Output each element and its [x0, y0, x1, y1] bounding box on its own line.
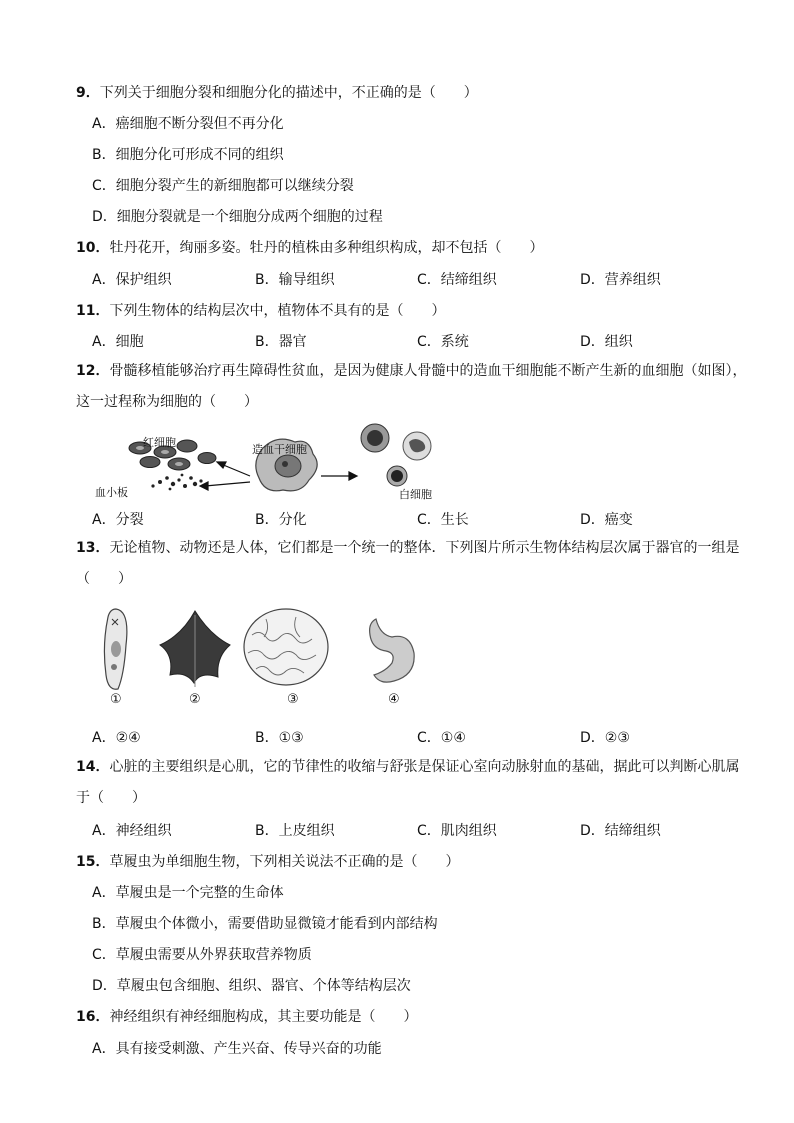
q14-option-a[interactable]: A．神经组织	[92, 823, 172, 839]
figure-label-3: ③	[287, 692, 299, 707]
question-number: 10．	[76, 240, 110, 256]
question-number: 11．	[76, 303, 110, 319]
q15-option-b[interactable]: B．草履虫个体微小，需要借助显微镜才能看到内部结构	[92, 916, 438, 932]
q11-option-b[interactable]: B．器官	[255, 334, 307, 350]
figure-label-4: ④	[388, 692, 400, 707]
q12-option-c[interactable]: C．生长	[417, 512, 469, 528]
question-stem: 神经组织有神经细胞构成，其主要功能是（ ）	[109, 1009, 418, 1025]
q10-option-a[interactable]: A．保护组织	[92, 272, 172, 288]
question-14	[76, 752, 748, 814]
q11-option-c[interactable]: C．系统	[417, 334, 469, 350]
q13-option-c[interactable]: C．①④	[417, 730, 466, 746]
question-stem: 牡丹花开，绚丽多姿。牡丹的植株由多种组织构成，却不包括（ ）	[109, 240, 544, 256]
q12-option-b[interactable]: B．分化	[255, 512, 307, 528]
stem-cell-label: 造血干细胞	[252, 443, 307, 456]
question-stem: 草履虫为单细胞生物，下列相关说法不正确的是（ ）	[109, 854, 460, 870]
q12-option-a[interactable]: A．分裂	[92, 512, 144, 528]
q14-option-d[interactable]: D．结缔组织	[580, 823, 661, 839]
q16-option-a[interactable]: A．具有接受刺激、产生兴奋、传导兴奋的功能	[92, 1041, 382, 1057]
q9-option-d[interactable]: D．细胞分裂就是一个细胞分成两个细胞的过程	[92, 209, 383, 225]
question-stem: 无论植物、动物还是人体，它们都是一个统一的整体．下列图片所示生物体结构层次属于器官的一组是（ ）	[76, 540, 740, 587]
wbc-label: 白细胞	[399, 488, 432, 501]
question-number: 9．	[76, 85, 100, 101]
question-13	[76, 533, 748, 595]
q14-option-c[interactable]: C．肌肉组织	[417, 823, 497, 839]
q9-option-b[interactable]: B．细胞分化可形成不同的组织	[92, 147, 284, 163]
question-10	[76, 237, 543, 257]
question-15	[76, 851, 459, 871]
question-stem: 下列关于细胞分裂和细胞分化的描述中，不正确的是（ ）	[99, 85, 478, 101]
platelet-label: 血小板	[95, 486, 128, 499]
q15-option-c[interactable]: C．草履虫需要从外界获取营养物质	[92, 947, 312, 963]
question-stem: 下列生物体的结构层次中，植物体不具有的是（ ）	[109, 303, 446, 319]
q10-option-d[interactable]: D．营养组织	[580, 272, 661, 288]
q9-option-c[interactable]: C．细胞分裂产生的新细胞都可以继续分裂	[92, 178, 354, 194]
q13-option-a[interactable]: A．②④	[92, 730, 141, 746]
question-stem: 心脏的主要组织是心肌，它的节律性的收缩与舒张是保证心室向动脉射血的基础，据此可以判断心肌属于（ ）	[76, 759, 740, 806]
q14-option-b[interactable]: B．上皮组织	[255, 823, 335, 839]
question-16	[76, 1006, 417, 1026]
q12-option-d[interactable]: D．癌变	[580, 512, 633, 528]
q9-option-a[interactable]: A．癌细胞不断分裂但不再分化	[92, 116, 284, 132]
q13-option-b[interactable]: B．①③	[255, 730, 304, 746]
q10-option-b[interactable]: B．输导组织	[255, 272, 335, 288]
q11-option-a[interactable]: A．细胞	[92, 334, 144, 350]
question-number: 14．	[76, 759, 110, 775]
q15-option-d[interactable]: D．草履虫包含细胞、组织、器官、个体等结构层次	[92, 978, 411, 994]
question-number: 12．	[76, 363, 110, 379]
question-number: 13．	[76, 540, 110, 556]
question-stem: 骨髓移植能够治疗再生障碍性贫血，是因为健康人骨髓中的造血干细胞能不断产生新的血细胞（如图），这一过程称为细胞的（ ）	[76, 363, 747, 410]
q13-option-d[interactable]: D．②③	[580, 730, 630, 746]
q15-option-a[interactable]: A．草履虫是一个完整的生命体	[92, 885, 284, 901]
rbc-label: 红细胞	[143, 436, 176, 449]
q10-option-c[interactable]: C．结缔组织	[417, 272, 497, 288]
figure-label-2: ②	[189, 692, 201, 707]
question-number: 15．	[76, 854, 110, 870]
figure-label-1: ①	[110, 692, 122, 707]
question-number: 16．	[76, 1009, 110, 1025]
question-12	[76, 356, 748, 418]
q11-option-d[interactable]: D．组织	[580, 334, 633, 350]
structure-level-figure	[90, 605, 430, 695]
question-11	[76, 300, 445, 320]
question-9	[76, 82, 478, 102]
